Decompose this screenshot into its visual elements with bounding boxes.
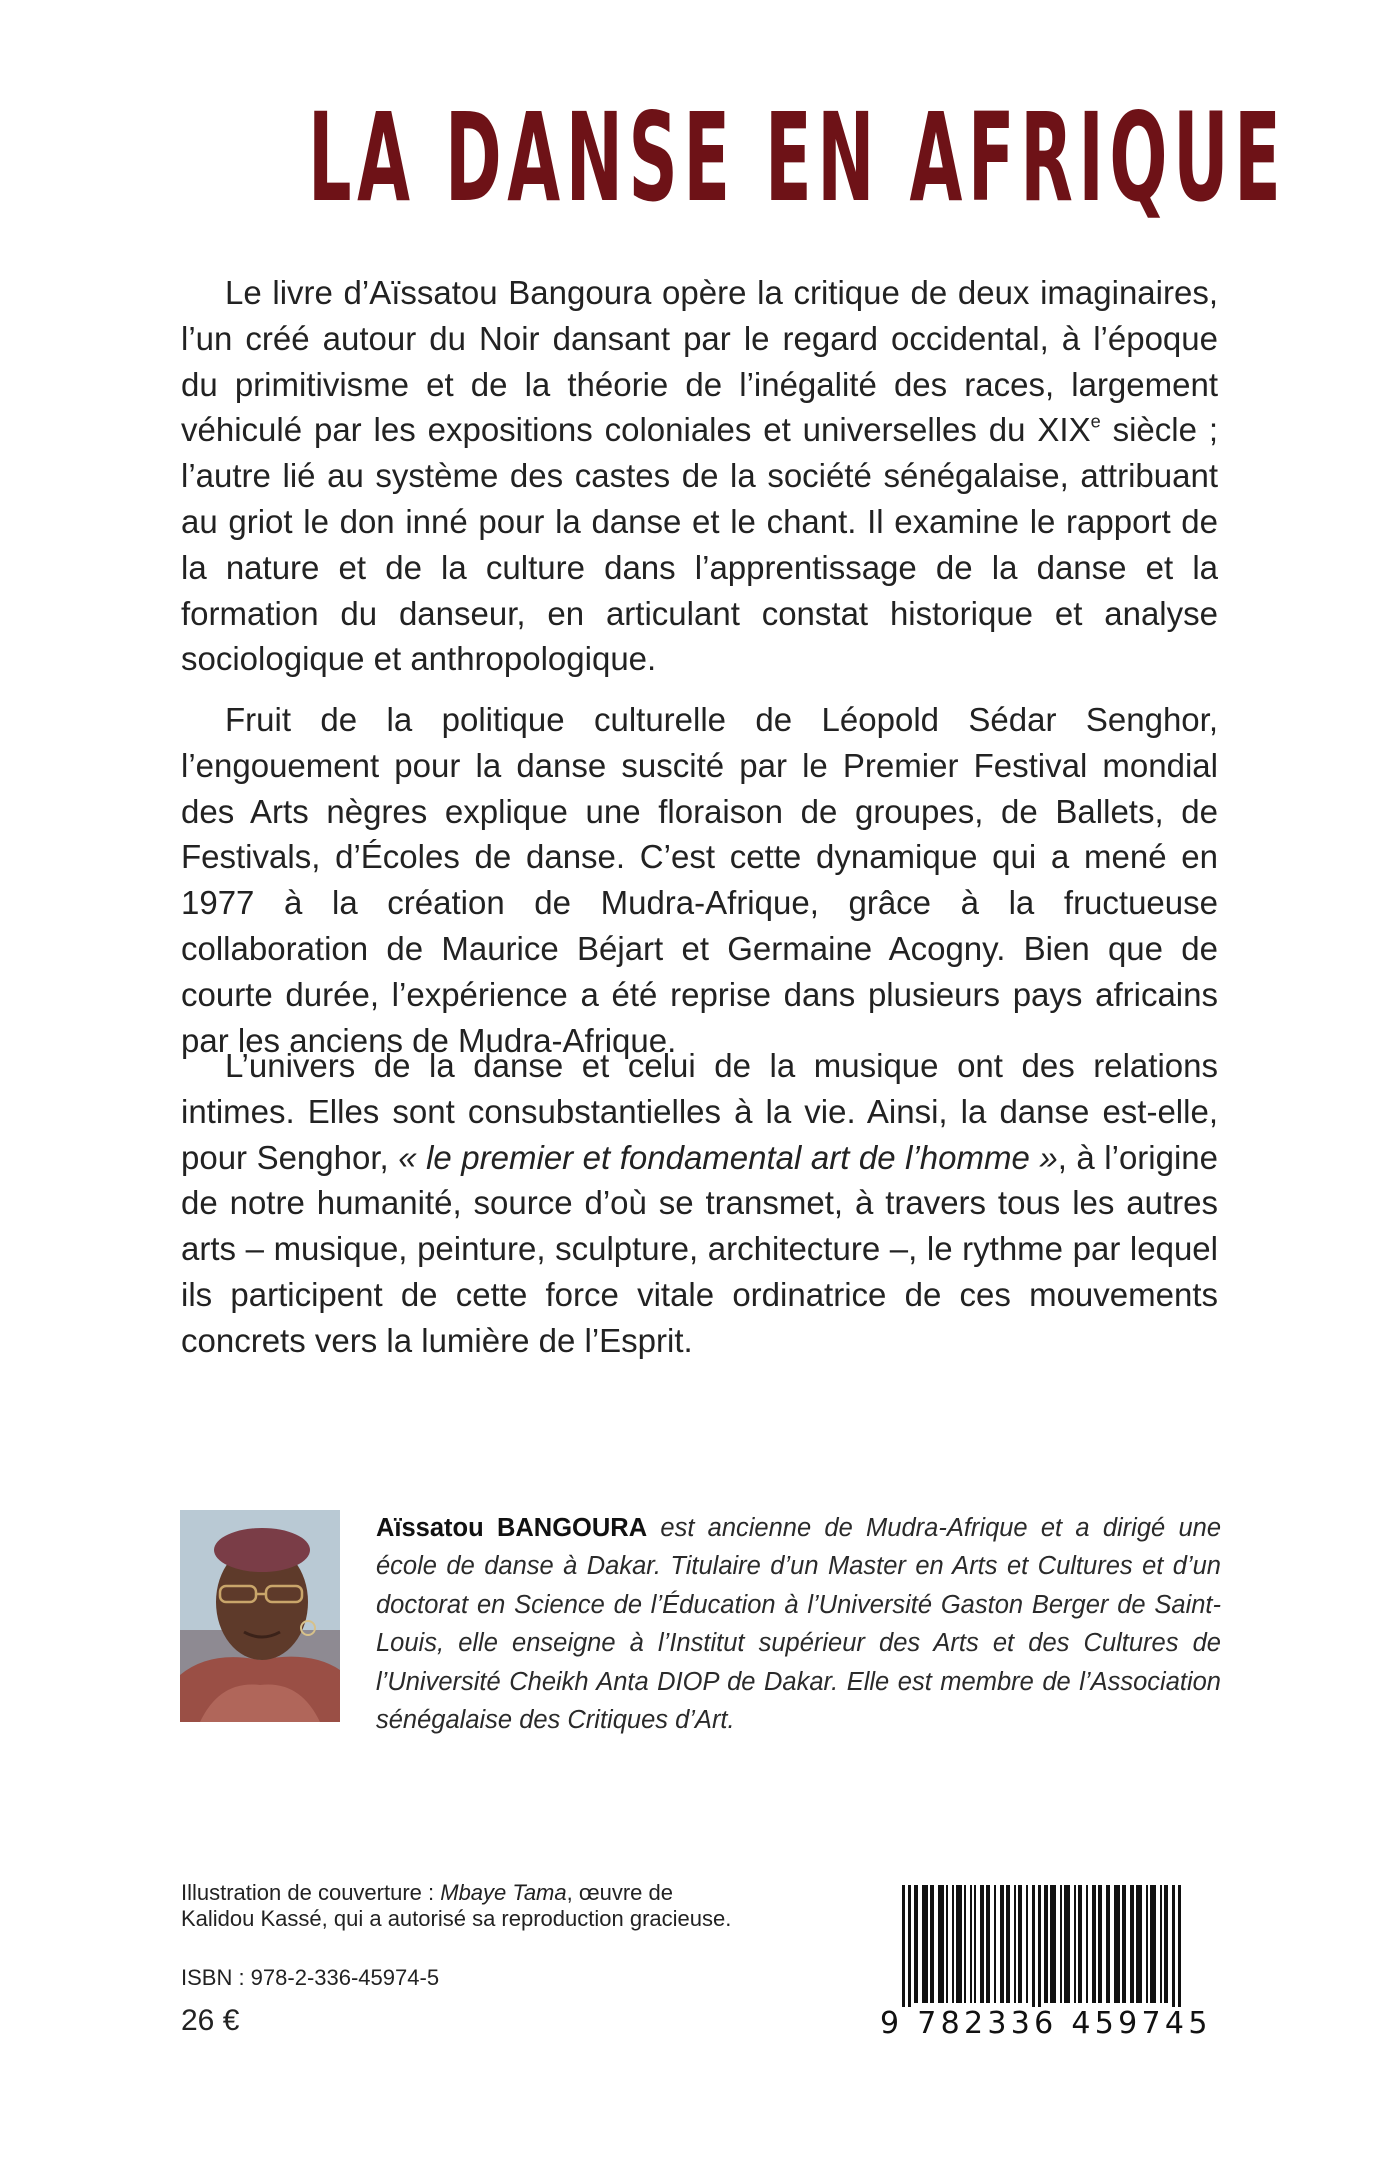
barcode-bar bbox=[908, 1885, 911, 2015]
senghor-quote: « le premier et fondamental art de l’homme » bbox=[398, 1138, 1058, 1176]
barcode bbox=[880, 1885, 1225, 2045]
barcode-bar bbox=[1018, 1885, 1022, 2003]
barcode-bar bbox=[1160, 1885, 1162, 2003]
barcode-bar bbox=[1098, 1885, 1102, 2003]
barcode-bar bbox=[970, 1885, 972, 2003]
barcode-bar bbox=[930, 1885, 934, 2003]
cover-credit bbox=[181, 1880, 731, 1932]
barcode-bar bbox=[1006, 1885, 1010, 2003]
barcode-bar bbox=[1050, 1885, 1056, 2003]
barcode-digits: 9 782336 459745 bbox=[880, 2007, 1225, 2041]
barcode-bar bbox=[1074, 1885, 1076, 2003]
barcode-bar bbox=[902, 1885, 905, 2015]
book-title: LA DANSE EN AFRIQUE bbox=[308, 87, 1287, 229]
barcode-bar bbox=[1164, 1885, 1168, 2003]
author-bio-text: est ancienne de Mudra-Afrique et a dirigé une école de danse à Dakar. Titulaire d’un Master en Arts et Cultures et d’un doctorat en Science de l’Éducation à l’Université Gaston Berger de Saint-Louis, elle enseigne à l’Institut supérieur des Arts et des Cultures de l’Université Cheikh Anta DIOP de Dakar. Elle est membre de l’Association sénégalaise des Critiques d’Art. bbox=[376, 1514, 1222, 1735]
barcode-bar bbox=[1136, 1885, 1142, 2003]
artwork-title: Mbaye Tama bbox=[440, 1880, 567, 1905]
barcode-bar bbox=[946, 1885, 948, 2003]
summary-paragraph-3 bbox=[181, 1043, 1218, 1364]
paragraph-text: , à l’origine de notre humanité, source d’où se transmet, à travers tous les autres arts – musique, peinture, sculpture, architecture –, le rythme par lequel ils participent de cette force vitale ordinatrice de ces mouvements concrets vers la lumière de l’Esprit. bbox=[181, 1138, 1219, 1359]
credit-middle: , œuvre de bbox=[566, 1880, 673, 1905]
barcode-bar bbox=[1038, 1885, 1041, 2015]
paragraph-text: Le livre d’Aïssatou Bangoura opère la critique de deux imaginaires, l’un créé autour du Noir dansant par le regard occidental, à l’époque du primitivisme et de la théorie de l’inégalité des races, largement véhiculé par les expositions coloniales et universelles du XIX bbox=[181, 274, 1218, 449]
barcode-bar bbox=[1086, 1885, 1088, 2003]
barcode-bar bbox=[952, 1885, 954, 2003]
barcode-bar bbox=[1078, 1885, 1082, 2003]
barcode-bar bbox=[964, 1885, 966, 2003]
barcode-bar bbox=[1146, 1885, 1148, 2003]
barcode-bar bbox=[922, 1885, 928, 2003]
author-photo bbox=[180, 1510, 340, 1722]
isbn: ISBN : 978-2-336-45974-5 bbox=[181, 1965, 440, 1990]
barcode-bar bbox=[1044, 1885, 1048, 2003]
credit-line-2: Kalidou Kassé, qui a autorisé sa reproduction gracieuse. bbox=[181, 1906, 732, 1931]
barcode-bar bbox=[1060, 1885, 1062, 2003]
barcode-bar bbox=[986, 1885, 990, 2003]
barcode-bar bbox=[1064, 1885, 1070, 2003]
barcode-bar bbox=[1172, 1885, 1175, 2015]
barcode-bar bbox=[1026, 1885, 1028, 2003]
barcode-bar bbox=[914, 1885, 918, 2003]
barcode-bar bbox=[1114, 1885, 1120, 2003]
barcode-bar bbox=[1014, 1885, 1016, 2003]
barcode-bar bbox=[980, 1885, 984, 2003]
author-bio bbox=[376, 1509, 1221, 1739]
century-superscript: e bbox=[1090, 411, 1101, 432]
barcode-bar bbox=[938, 1885, 944, 2003]
barcode-bar bbox=[1032, 1885, 1035, 2015]
barcode-bar bbox=[1178, 1885, 1181, 2015]
summary-paragraph-1 bbox=[181, 270, 1218, 682]
paragraph-text: Fruit de la politique culturelle de Léopold Sédar Senghor, l’engouement pour la danse suscité par le Premier Festival mondial des Arts nègres explique une floraison de groupes, de Ballets, de Festivals, d’Écoles de danse. C’est cette dynamique qui a mené en 1977 à la création de Mudra-Afrique, grâce à la fructueuse collaboration de Maurice Béjart et Germaine Acogny. Bien que de courte durée, l’expérience a été reprise dans plusieurs pays africains par les anciens de Mudra-Afrique. bbox=[181, 701, 1218, 1059]
paragraph-text: siècle ; l’autre lié au système des castes de la société sénégalaise, attribuant au griot le don inné pour la danse et le chant. Il examine le rapport de la nature et de la culture dans l’apprentissage de la danse et la formation du danseur, en articulant constat historique et analyse sociologique et anthropologique. bbox=[181, 411, 1219, 678]
barcode-bar bbox=[1000, 1885, 1004, 2003]
barcode-bar bbox=[1106, 1885, 1110, 2003]
price: 26 € bbox=[181, 2004, 240, 2037]
paragraph-text: L’univers de la danse et celui de la musique ont des relations intimes. Elles sont consubstantielles à la vie. Ainsi, la danse est-elle, pour Senghor, bbox=[181, 1047, 1218, 1176]
barcode-bar bbox=[974, 1885, 976, 2003]
barcode-bar bbox=[1092, 1885, 1096, 2003]
barcode-bar bbox=[1122, 1885, 1126, 2003]
barcode-bar bbox=[956, 1885, 962, 2003]
credit-prefix: Illustration de couverture : bbox=[181, 1880, 441, 1905]
barcode-bar bbox=[1130, 1885, 1134, 2003]
summary-paragraph-2 bbox=[181, 697, 1218, 1063]
barcode-bars bbox=[880, 1885, 1225, 2015]
barcode-bar bbox=[994, 1885, 996, 2003]
author-name: Aïssatou BANGOURA bbox=[376, 1514, 648, 1542]
barcode-bar bbox=[1150, 1885, 1156, 2003]
